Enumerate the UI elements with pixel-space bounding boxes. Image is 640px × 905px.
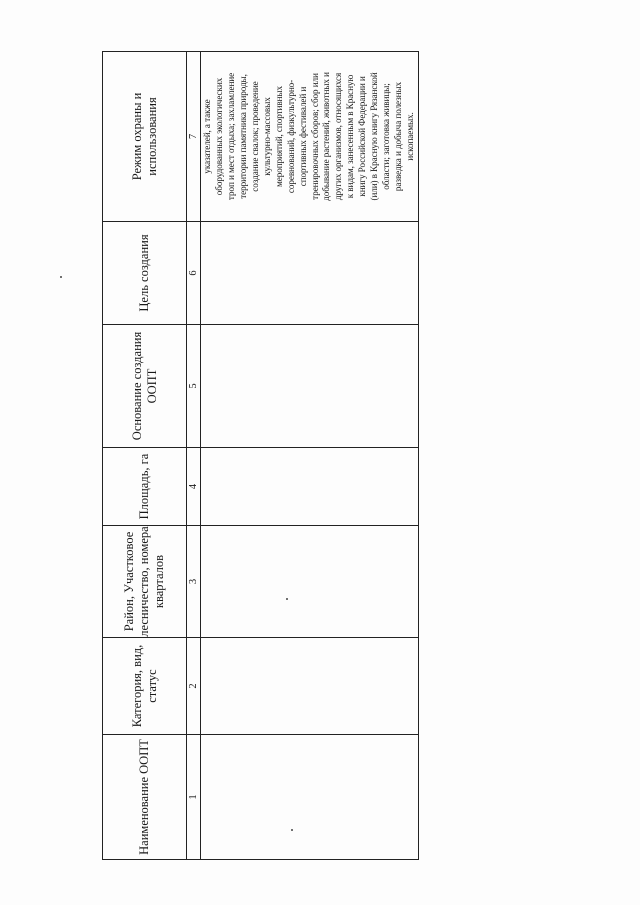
regime-line: книгу Российской Федерации и [357,76,368,197]
regime-line: мероприятий, спортивных [273,86,284,187]
header-area: Площадь, га [103,448,187,526]
cell-name [201,735,419,860]
header-purpose: Цель создания [103,222,187,325]
cell-area [201,448,419,526]
regime-line: ископаемых. [404,112,415,161]
cell-category [201,638,419,735]
scan-speck [60,276,62,278]
column-number: 6 [187,222,201,325]
cell-regime [201,52,419,222]
column-number-row [187,52,201,860]
regime-line: территории памятника природы, [238,74,249,199]
header-district: Район, Участковое лесничество, номера кварталов [103,526,187,638]
regime-line: троп и мест отдыха; захламление [226,72,237,201]
column-number: 4 [187,448,201,526]
regime-line: соревнований, физкультурно- [285,79,296,194]
regime-line: других организмов, относящихся [333,72,344,201]
header-name: Наименование ООПТ [103,735,187,860]
table-row [201,52,419,860]
cell-district [201,526,419,638]
header-category: Категория, вид, статус [103,638,187,735]
regime-line: к видам, занесенным в Красную [345,74,356,199]
column-number: 5 [187,325,201,448]
cell-basis [201,325,419,448]
column-number: 1 [187,735,201,860]
regime-line: культурно-массовых [261,97,272,176]
header-basis: Основание создания ООПТ [103,325,187,448]
protected-areas-table [102,51,419,860]
header-row [103,52,187,860]
regime-line: оборудованных экологических [214,77,225,196]
column-number: 2 [187,638,201,735]
header-regime: Режим охраны и использования [103,52,187,222]
regime-line: (или) в Красную книгу Рязанской [369,72,380,201]
rotated-table-frame [102,52,415,860]
regime-line: области; заготовка живицы; [380,83,391,190]
regime-line: спортивных фестивалей и [297,86,308,187]
regime-line: указателей, а также [202,99,213,174]
regime-line: разведка и добыча полезных [392,81,403,192]
regime-line: тренировочных сборов; сбор или [309,73,320,200]
regime-line: создание свалок; проведение [249,81,260,192]
cell-purpose [201,222,419,325]
regime-line: добывание растений, животных и [321,72,332,201]
column-number: 3 [187,526,201,638]
column-number: 7 [187,52,201,222]
